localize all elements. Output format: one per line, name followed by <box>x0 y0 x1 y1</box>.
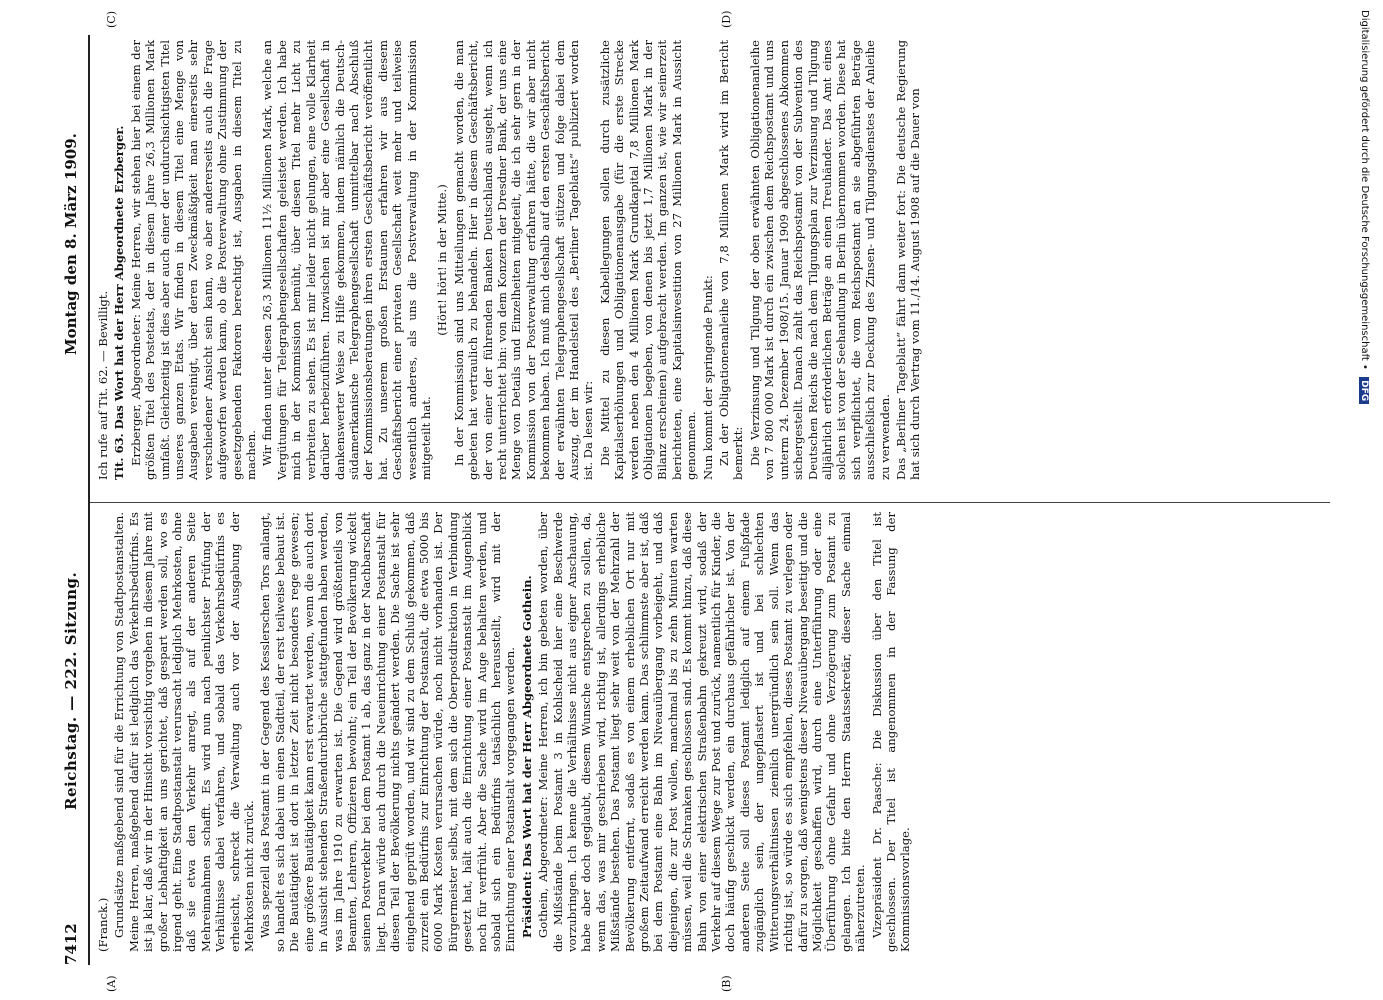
dfg-logo: DFG <box>1359 377 1369 404</box>
margin-mark-d: (D) <box>720 10 733 28</box>
page-number: 7412 <box>62 923 80 965</box>
left-column <box>96 512 915 952</box>
paragraph: Erzberger, Abgeordneter: Meine Herren, wir stehen hier bei einem der größten Titel des Postetats, der in diesem Jahre 26,3 Millionen Mark umfaßt. Gleichzeitig ist dies aber auch einer der undurchsichtigsten Titel unseres ganzen Etats. Wir finden in diesem Titel eine Menge von Ausgaben vereinigt, über deren Zweckmäßigkeit man einerseits sehr verschiedener Ansicht sein kann, wo aber andererseits auch die Frage aufgeworfen werden kann, ob die Postverwaltung ohne Zustimmung der gesetzgebenden Faktoren berechtigt ist, Ausgaben in diesem Titel zu machen. <box>128 40 259 480</box>
paragraph: Das „Berliner Tageblatt“ fährt dann weiter fort: Die deutsche Regierung hat sich durch Vertrag vom 11./14. August 1908 auf die Dauer von <box>893 40 923 480</box>
session-date: Montag den 8. März 1909. <box>62 133 80 355</box>
page-header <box>62 35 90 965</box>
paragraph: Was speziell das Postamt in der Gegend des Kesslerschen Tors anlangt, so handelt es sich dabei um einen Stadtteil, der erst teilweise bebaut ist. Die Bautätigkeit ist dort in letzter Zeit nicht besonders rege gewesen; eine größere Bautätigkeit kann erst erwartet werden, wenn die auch dort in Aussicht stehenden Straßendurchbrüche stattgefunden haben werden, was im Jahre 1910 zu erwarten ist. Die Gegend wird größtenteils von Beamten, Lehrern, Offizieren bewohnt; ein Teil der Bevölkerung wickelt seinen Postverkehr bei dem Postamt 1 ab, das ganz in der Nachbarschaft liegt. Daran würde auch durch die Neueinrichtung einer Postanstalt für diesen Teil der Bevölkerung nichts geändert werden. Die Sache ist sehr eingehend geprüft worden, und wir sind zu dem Schluß gekommen, daß zurzeit ein Bedürfnis zur Einrichtung der Postanstalt, die etwa 5000 bis 6000 Mark Kosten verursachen würde, noch nicht vorhanden ist. Der Bürgermeister selbst, mit dem sich die Oberpostdirektion in Verbindung gesetzt hat, hält auch die Einrichtung einer Postanstalt im Augenblick noch für verfrüht. Aber die Sache wird im Auge behalten werden, und sobald sich ein Bedürfnis tatsächlich herausstellt, wird mit der Einrichtung einer Postanstalt vorgegangen werden. <box>258 512 518 952</box>
interjection: (Hört! hört! in der Mitte.) <box>435 184 450 336</box>
quote: Die Verzinsung und Tilgung der oben erwähnten Obligationenanleihe von 7 800 000 Mark ist durch ein zwischen dem Reichspostamt und uns unterm 24. Dezember 1908/15. Januar 1909 abgeschlossenes Abkommen sichergestellt. Danach zahlt das Reichspostamt von der Subvention des Deutschen Reichs die nach dem Tilgungsplan zur Verzinsung und Tilgung alljährlich erforderlichen Beträge an einen Treuhänder. Das Amt eines solchen ist von der Seehandlung in Berlin übernommen worden. Diese hat sich verpflichtet, die vom Reichspostamt an sie abgeführten Beträge ausschließlich zur Deckung des Zinsen- und Tilgungsdienstes der Anleihe zu verwenden. <box>747 40 892 480</box>
president-line: Präsident: Das Wort hat der Herr Abgeordnete Gothein. <box>519 575 534 938</box>
paragraph: Gothein, Abgeordneter: Meine Herren, ich bin gebeten worden, über die Mißstände beim Postamt 3 in Kohlscheid hier eine Beschwerde vorzubringen. Ich kenne die Verhältnisse nicht aus eigner Anschauung, habe aber doch geglaubt, diesem Wunsche entsprechen zu sollen, da, wenn das, was mir geschrieben wird, richtig ist, allerdings erhebliche Mißstände bestehen. Das Postamt liegt sehr weit von der Mehrzahl der Bevölkerung entfernt, sodaß es von einem erheblichen Ort nur mit großem Zeitaufwand erreicht werden kann. Das schlimmste aber ist, daß bei dem Postamt eine Bahn im Niveauübergang vorbeigeht, und daß diejenigen, die zur Post wollen, manchmal bis zu zehn Minuten warten müssen, weil die Schranken geschlossen sind. Es kommt hinzu, daß diese Bahn von einer elektrischen Straßenbahn gekreuzt wird, sodaß der Verkehr auf diesem Wege zur Post und zurück, namentlich für Kinder, die doch häufig geschickt werden, ein durchaus gefährlicher ist. Von der anderen Seite soll dieses Postamt lediglich auf einem Fußpfade zugänglich sein, der ungepflastert ist und bei schlechten Witterungsverhältnissen ziemlich unergründlich sein soll. Wenn das richtig ist, so würde es sich empfehlen, dieses Postamt zu verlegen oder dafür zu sorgen, daß wenigstens dieser Niveauübergang beseitigt und die Möglichkeit geschaffen wird, durch eine Unterführung oder eine Überführung ohne Gefahr und ohne Verzögerung zum Postamt zu gelangen. Ich bitte den Herrn Staatssekretär, dieser Sache einmal näherzutreten. <box>536 512 868 952</box>
right-column <box>96 40 925 480</box>
credit-text: Digitalisierung gefördert durch die Deutsche Forschungsgemeinschaft • <box>1359 10 1370 370</box>
paragraph: Vizepräsident Dr. Paasche: Die Diskussion über den Titel ist geschlossen. Der Titel ist angenommen in der Fassung der Kommissionsvorlage. <box>869 512 913 952</box>
paragraph: Tit. 63. Das Wort hat der Herr Abgeordnete Erzberger. <box>112 125 127 480</box>
paragraph: Ich rufe auf Tit. 62. — Bewilligt. <box>96 290 110 480</box>
speaker-tag: (Franck.) <box>96 897 110 952</box>
margin-mark-a: (A) <box>105 975 118 992</box>
paragraph: Nun kommt der springende Punkt: <box>700 275 715 480</box>
digitization-credit <box>1359 10 1370 404</box>
quote: Die Mittel zu diesen Kabellegungen sollen durch zusätzliche Kapitalserhöhungen und Obligationenausgabe (für die erste Strecke werden neben den 4 Millionen Mark Grundkapital 7,8 Millionen Mark Obligationen begeben, von denen bis jetzt 1,7 Millionen Mark in der Bilanz erscheinen) aufgebracht werden. Im ganzen ist, wie wir seinerzeit berichteten, eine Kapitalsinvestition von 27 Millionen Mark in Aussicht genommen. <box>597 40 699 480</box>
paragraph: Wir finden unter diesen 26,3 Millionen 11½ Millionen Mark, welche an Vergütungen für Telegraphengesellschaften geleistet werden. Ich habe mich in der Kommission bemüht, über diesen Titel mehr Licht zu verbreiten zu sehen. Es ist mir leider nicht gelungen, eine volle Klarheit darüber herbeizuführen. Inzwischen ist mir aber eine Gesellschaft in dankenswerter Weise zu Hilfe gekommen, indem nämlich die Deutsch-südamerikanische Telegraphengesellschaft unmittelbar nach Abschluß der Kommissionsberatungen ihren ersten Geschäftsbericht veröffentlicht hat. Zu unserem großen Erstaunen erfahren wir aus diesem Geschäftsbericht einer privaten Gesellschaft weit mehr und teilweise wesentlich anderes, als uns die Postverwaltung in der Kommission mitgeteilt hat. <box>260 40 433 480</box>
paragraph: In der Kommission sind uns Mitteilungen gemacht worden, die man gebeten hat vertraulich zu behandeln. Hier in diesem Geschäftsbericht, der von einer der führenden Banken Deutschlands ausgeht, wenn ich recht unterrichtet bin: von dem Konzern der Dresdner Bank, der uns eine Menge von Details und Einzelheiten mitgeteilt, die ich sehr gern in der Kommission von der Postverwaltung erfahren hätte, die wir aber nicht bekommen haben. Ich muß mich deshalb auf den ersten Geschäftsbericht der erwähnten Telegraphengesellschaft stützen und folge dabei dem Auszug, der im Handelsteil des „Berliner Tageblatts“ publiziert worden ist. Da lesen wir: <box>451 40 596 480</box>
page-title: Reichstag. — 222. Sitzung. <box>62 571 80 810</box>
column-divider <box>90 502 1330 503</box>
margin-mark-b: (B) <box>720 975 733 992</box>
paragraph: Zu der Obligationenanleihe von 7,8 Millionen Mark wird im Bericht bemerkt: <box>717 40 746 480</box>
margin-mark-c: (C) <box>105 11 118 28</box>
header-rule <box>88 35 90 965</box>
paragraph: Grundsätze maßgebend sind für die Errichtung von Stadtpostanstalten. Meine Herren, maßgebend dafür ist lediglich das Verkehrsbedürfnis. Es ist ja klar, daß wir in der Hinsicht vorsichtig vorgehen in diesem Jahre mit großer Lebhaftigkeit an uns gerichtet, daß gespart werden soll, wo es irgend geht. Eine Stadtpostanstalt verursacht lediglich Mehrkosten, ohne daß sie etwa den Verkehr anregt, als auf der anderen Seite Mehreinnahmen schafft. Es wird nun nach peinlichster Prüfung der Verhältnisse dabei verfahren, und sobald das Verkehrsbedürfnis es erheischt, schreckt die Verwaltung auch vor der Ausgabung der Mehrkosten nicht zurück. <box>112 512 257 952</box>
